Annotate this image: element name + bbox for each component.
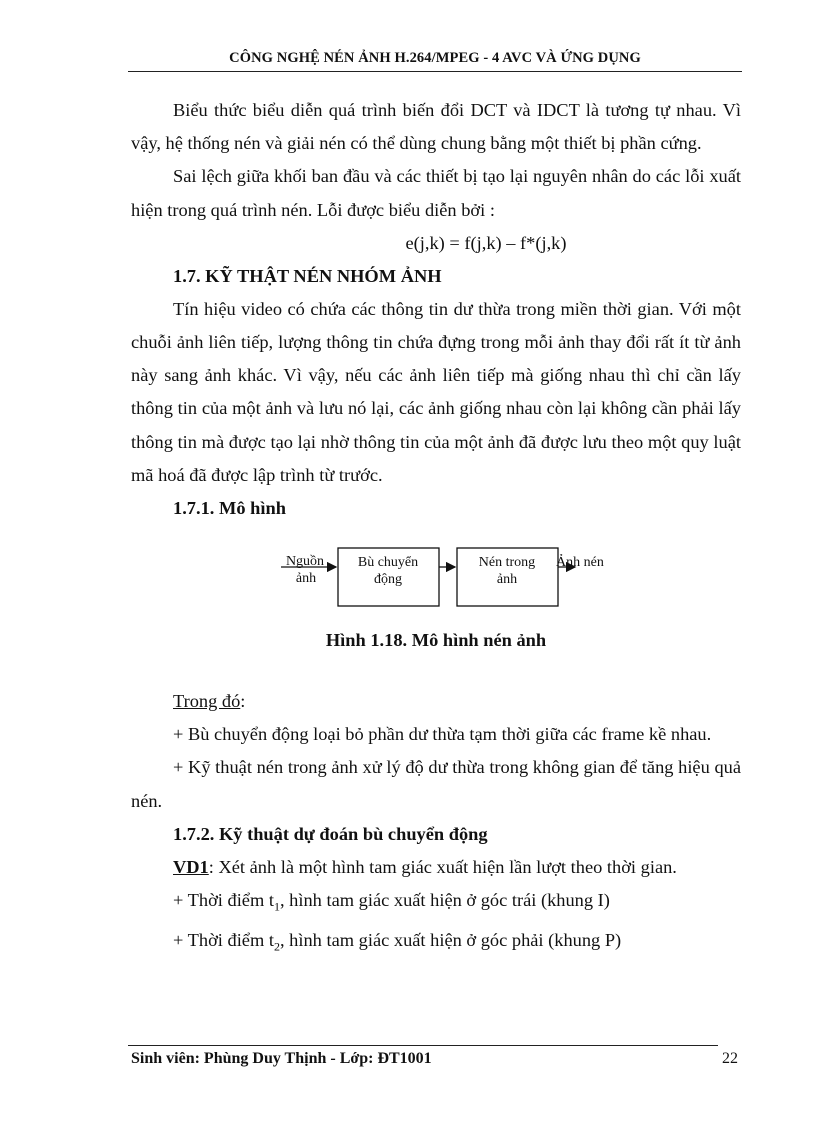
diagram-svg	[131, 525, 741, 617]
t2-suffix: , hình tam giác xuất hiện ở góc phải (khung P)	[279, 929, 622, 950]
paragraph-error: Sai lệch giữa khối ban đầu và các thiết bị tạo lại nguyên nhân do các lỗi xuất hiện trong quá trình nén. Lỗi được biểu diễn bởi :	[131, 166, 741, 220]
t2-prefix: + Thời điểm t	[173, 929, 274, 950]
section-heading: 1.7. KỸ THẬT NÉN NHÓM ẢNH	[173, 265, 442, 286]
page-content	[131, 94, 741, 964]
input-label-line2: ảnh	[295, 571, 317, 587]
intra-box-line2: ảnh	[496, 572, 518, 588]
example-text: : Xét ảnh là một hình tam giác xuất hiện lần lượt theo thời gian.	[208, 856, 677, 877]
footer-divider	[128, 1045, 718, 1046]
error-equation: e(j,k) = f(j,k) – f*(j,k)	[405, 232, 567, 253]
intra-box-line1: Nén trong	[478, 555, 536, 571]
where-line	[131, 685, 741, 718]
figure-caption: Hình 1.18. Mô hình nén ảnh	[325, 630, 547, 651]
bullet-intra: + Kỹ thuật nén trong ảnh xử lý độ dư thừa trong không gian để tăng hiệu quả nén.	[131, 757, 741, 811]
time-t2-line	[131, 924, 741, 964]
bullet-motion: + Bù chuyển động loại bỏ phần dư thừa tạm thời giữa các frame kề nhau.	[173, 724, 712, 745]
where-label: Trong đó	[173, 691, 241, 712]
compression-model-diagram	[131, 525, 741, 617]
paragraph-dct: Biểu thức biểu diễn quá trình biến đổi DCT và IDCT là tương tự nhau. Vì vậy, hệ thống nén và giải nén có thể dùng chung bằng một thiết bị phần cứng.	[131, 100, 741, 154]
paragraph-temporal-redundancy: Tín hiệu video có chứa các thông tin dư thừa trong miền thời gian. Với một chuỗi ảnh liên tiếp, lượng thông tin chứa đựng trong mỗi ảnh thay đổi rất ít từ ảnh này sang ảnh khác. Vì vậy, nếu các ảnh liên tiếp mà giống nhau thì chỉ cần lấy thông tin của một ảnh và lưu nó lại, các ảnh giống nhau còn lại không cần phải lấy thông tin mà được tạo lại nhờ thông tin của một ảnh đã được lưu theo một quy luật mã hoá đã được lập trình từ trước.	[131, 298, 741, 485]
where-colon: :	[240, 691, 246, 712]
t1-subscript: 1	[273, 899, 280, 914]
header-divider	[128, 71, 742, 72]
example-label: VD1	[173, 856, 209, 877]
footer-student: Sinh viên: Phùng Duy Thịnh - Lớp: ĐT1001	[131, 1050, 432, 1067]
input-label-line1: Nguồn	[285, 554, 325, 570]
subheading-model: 1.7.1. Mô hình	[173, 498, 286, 519]
t1-prefix: + Thời điểm t	[173, 890, 274, 911]
t1-suffix: , hình tam giác xuất hiện ở góc trái (khung I)	[279, 890, 610, 911]
t2-subscript: 2	[273, 939, 280, 954]
output-label: Ảnh nén	[556, 555, 604, 571]
example-line	[131, 851, 741, 884]
motion-box-line2: động	[374, 572, 402, 588]
time-t1-line	[131, 884, 741, 924]
subheading-motion-prediction: 1.7.2. Kỹ thuật dự đoán bù chuyển động	[173, 823, 488, 844]
page-number: 22	[722, 1050, 738, 1067]
motion-box-line1: Bù chuyển	[357, 555, 419, 571]
page-header-title: CÔNG NGHỆ NÉN ẢNH H.264/MPEG - 4 AVC VÀ ỨNG DỤNG	[229, 50, 641, 66]
